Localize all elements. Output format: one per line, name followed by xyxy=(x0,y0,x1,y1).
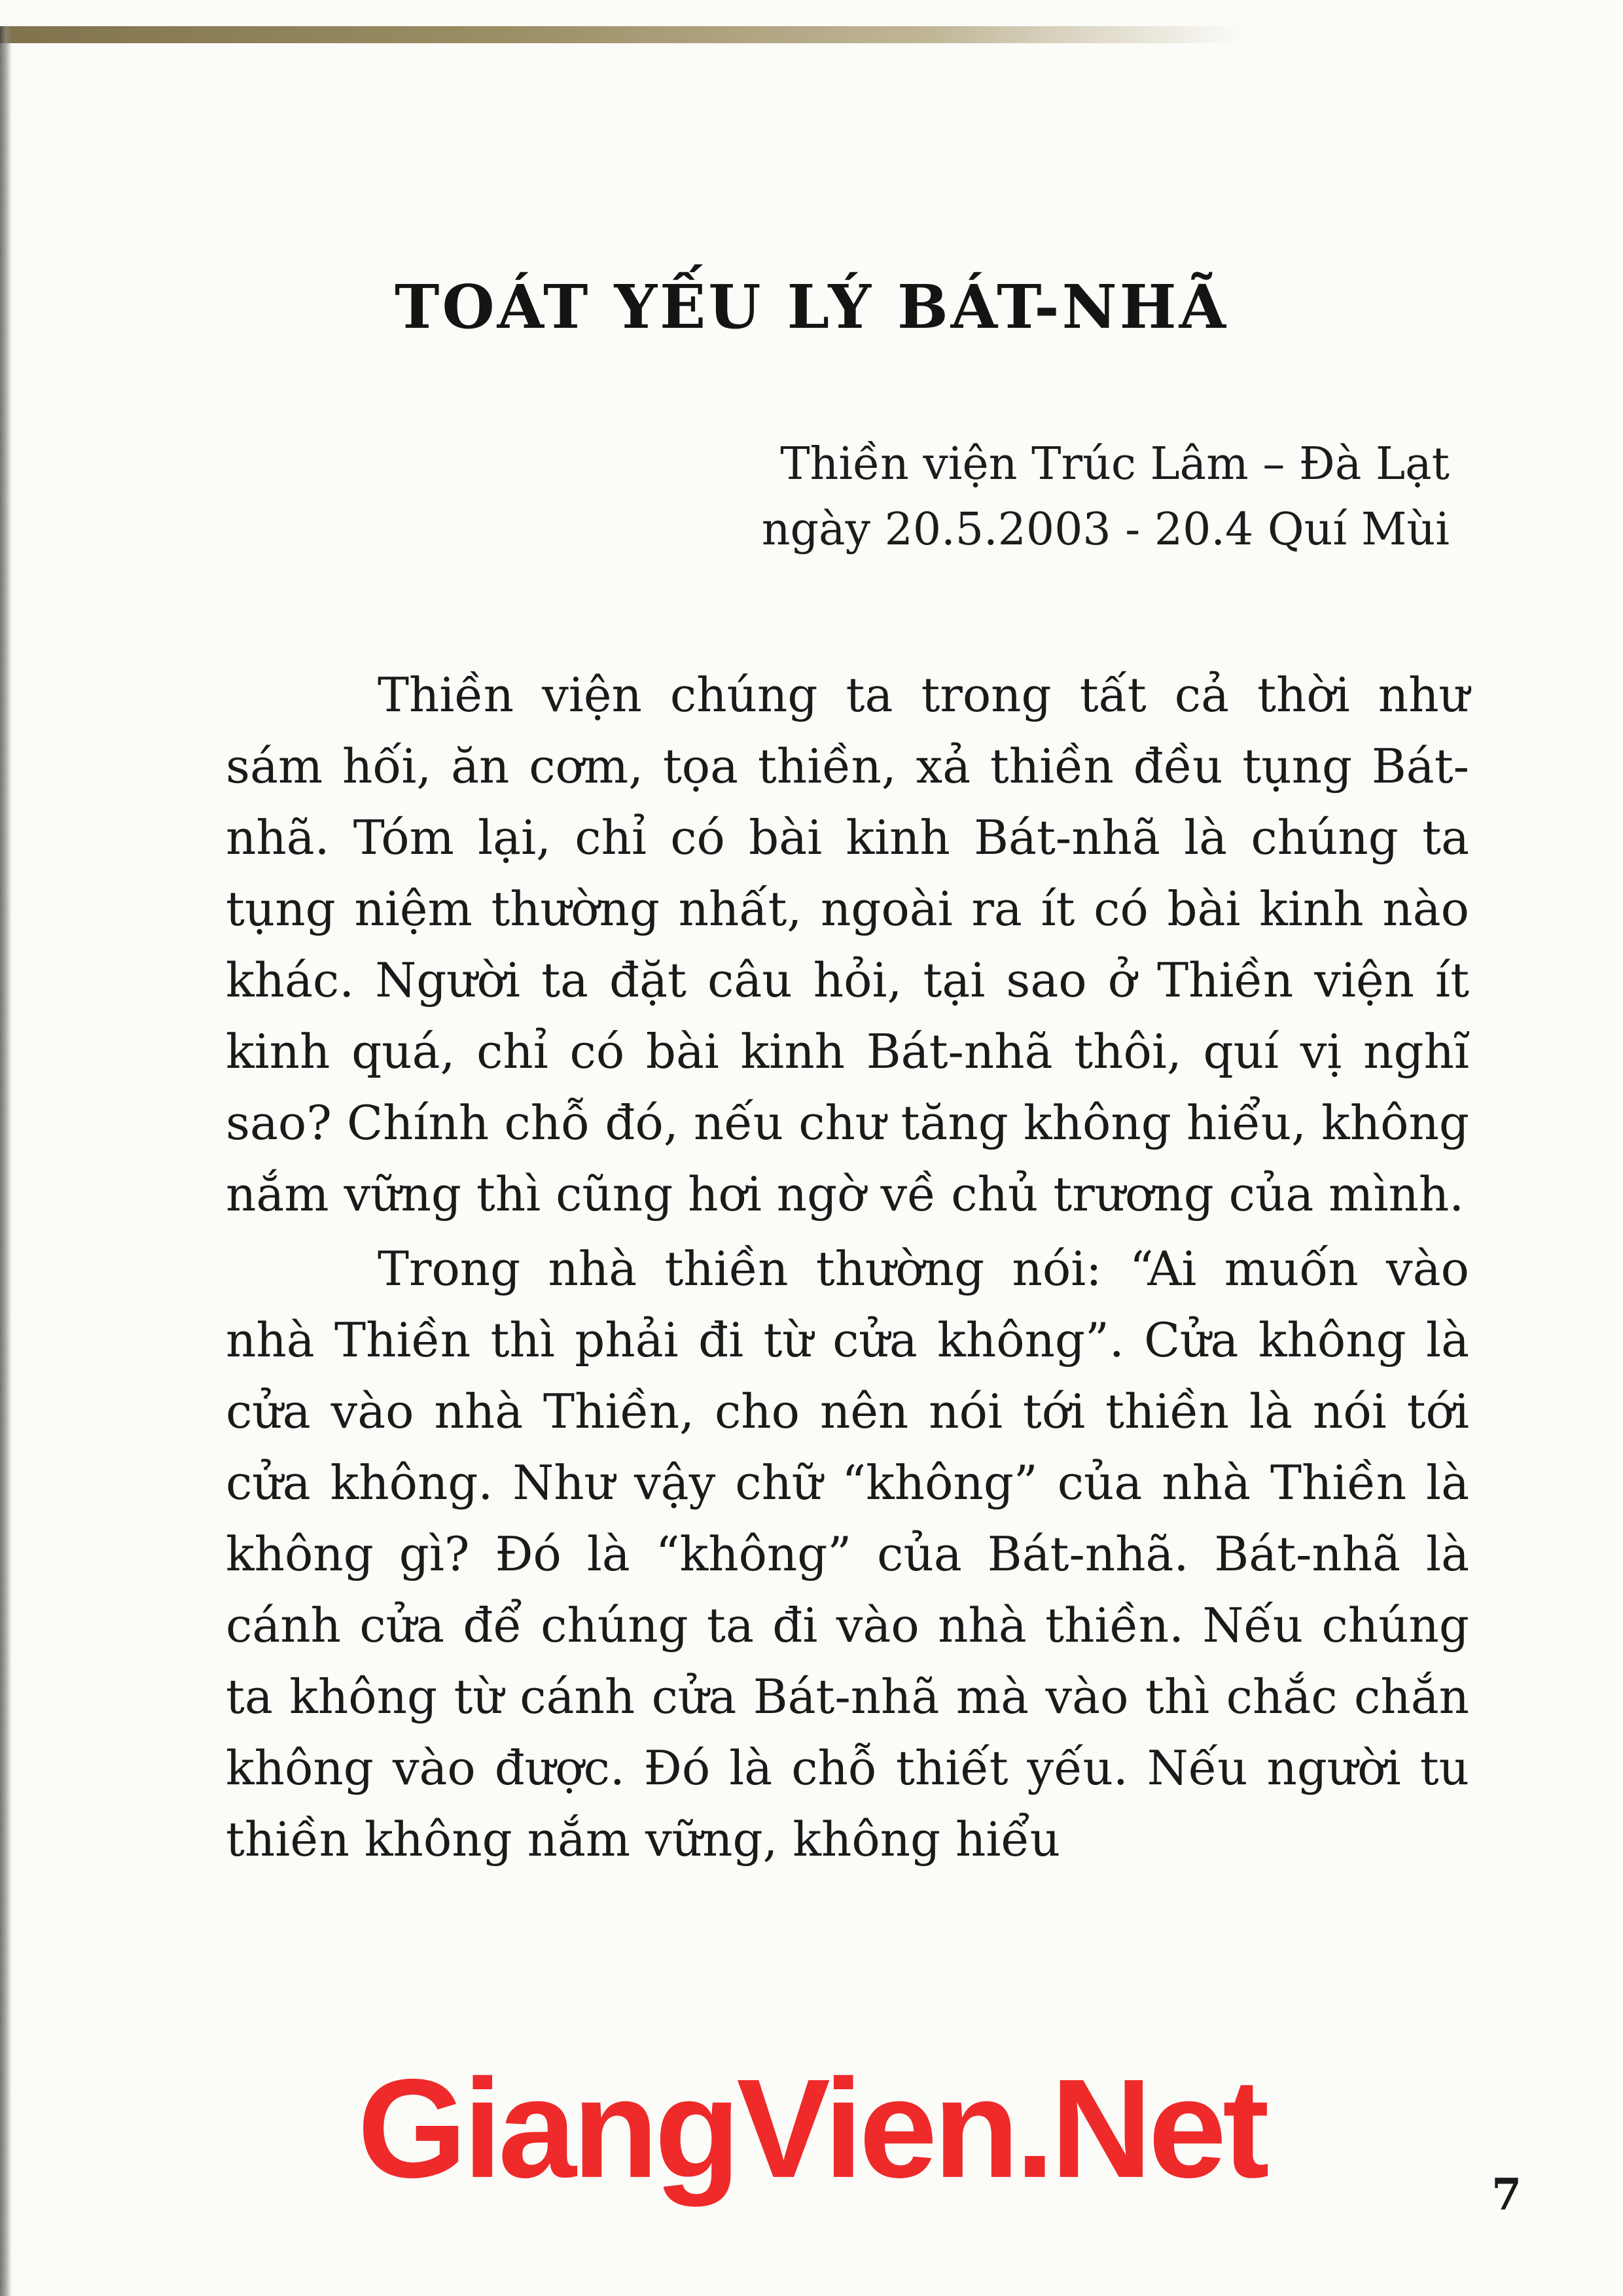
scan-top-edge xyxy=(0,26,1243,43)
source-attribution xyxy=(762,432,1450,563)
page-title: TOÁT YẾU LÝ BÁT-NHÃ xyxy=(395,272,1228,342)
body-text xyxy=(226,660,1469,1879)
source-date: ngày 20.5.2003 - 20.4 Quí Mùi xyxy=(761,504,1450,556)
paragraph-2: Trong nhà thiền thường nói: “Ai muốn vào nhà Thiền thì phải đi từ cửa không”. Cửa không là cửa vào nhà Thiền, cho nên nói tới thiền là nói tới cửa không. Như vậy chữ “không” của nhà Thiền là không gì? Đó là “không” của Bát-nhã. Bát-nhã là cánh cửa để chúng ta đi vào nhà thiền. Nếu chúng ta không từ cánh cửa Bát-nhã mà vào thì chắc chắn không vào được. Đó là chỗ thiết yếu. Nếu người tu thiền không nắm vững, không hiểu xyxy=(226,1241,1469,1867)
paragraph-1: Thiền viện chúng ta trong tất cả thời như sám hối, ăn cơm, tọa thiền, xả thiền đều tụng Bát-nhã. Tóm lại, chỉ có bài kinh Bát-nhã là chúng ta tụng niệm thường nhất, ngoài ra ít có bài kinh nào khác. Người ta đặt câu hỏi, tại sao ở Thiền viện ít kinh quá, chỉ có bài kinh Bát-nhã thôi, quí vị nghĩ sao? Chính chỗ đó, nếu chư tăng không hiểu, không nắm vững thì cũng hơi ngờ về chủ trương của mình. xyxy=(226,667,1469,1222)
watermark: GiangVien.Net xyxy=(357,2049,1266,2207)
scan-left-edge xyxy=(0,26,12,2296)
page-number: 7 xyxy=(1491,2169,1522,2220)
source-location: Thiền viện Trúc Lâm – Đà Lạt xyxy=(780,438,1450,490)
